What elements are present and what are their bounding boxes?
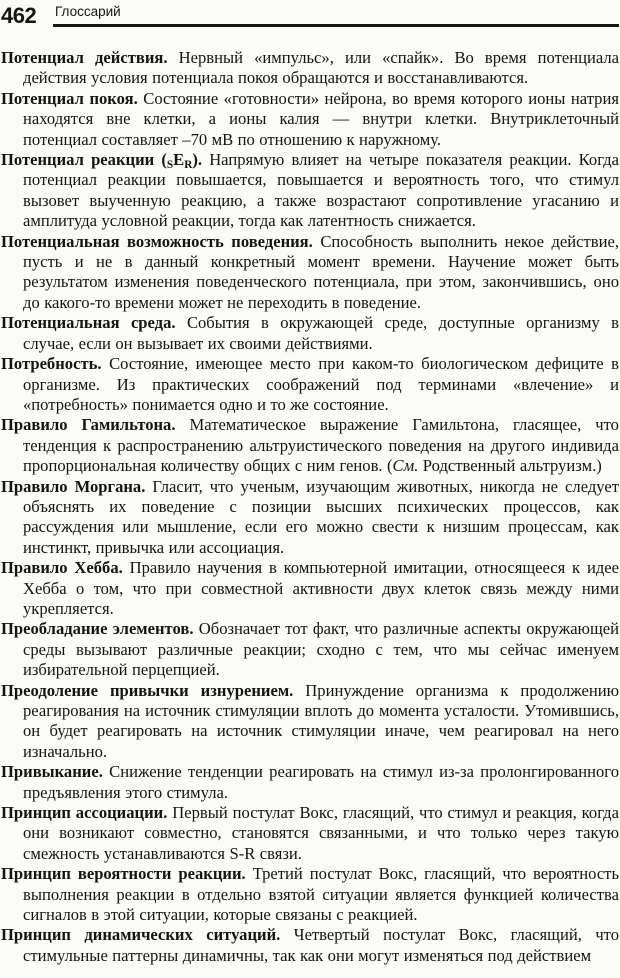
entry-term: Правило Гамильтона. [1, 415, 176, 435]
entry-definition: Принуждение организма к продолжению реагирования на источник стимуляции вплоть до момента усталости. Утомившись, он будет реагировать на источник стимуляции иначе, чем реагировал на него изначально. [23, 680, 620, 761]
entry-definition: Состояние, имеющее место при каком-то биологическом дефиците в организме. Из практических соображений под терминами «влечение» и «потребность» понимается одно и то же состояние. [23, 354, 620, 414]
entry-definition: Гласит, что ученым, изучающим животных, никогда не следует объяснять их поведение с позиции высших психических процессов, как рассуждения или мышление, если его можно свести к низшим процессам, как инстинкт, привычка или ассоциация. [23, 476, 619, 557]
entry-term: Потенциал реакции $(_SE_R)$. [1, 150, 203, 171]
page-number: 462 [1, 3, 37, 28]
entry-definition: Напрямую влияет на четыре показателя реакции. Когда потенциал реакции повышается, повышается и вероятность того, что стимул вызовет выученную реакцию, а также возрастают сопротивление угасанию и амплитуда условной реакции, тогда как латентность снижается. [23, 150, 619, 231]
entry-definition: Правило научения в компьютерной имитации, относящееся к идее Хебба о том, что при совместной активности двух клеток связь между ними укрепляется. [23, 558, 619, 618]
entry-definition: Математическое выражение Гамильтона, гласящее, что тенденция к распространению альтруистического поведения на другого индивида пропорциональная количеству общих с ним генов. (См. Родственный альтруизм.) [23, 415, 619, 476]
entry-term: Потребность. [1, 354, 102, 374]
glossary-entry [1, 864, 619, 925]
entry-term: Принцип ассоциации. [1, 803, 168, 823]
entry-definition: Снижение тенденции реагировать на стимул из-за пролонгированного предъявления этого стимула. [23, 762, 619, 802]
glossary-entry [1, 762, 619, 803]
glossary-entry [1, 232, 619, 314]
page-header [0, 0, 620, 27]
entry-definition: Обозначает тот факт, что различные аспекты окружающей среды вызывают различные реакции; сходно с тем, что мы сейчас именуем избирательной перцепцией. [23, 619, 619, 680]
entry-term: Преодоление привычки изнурением. [1, 680, 294, 700]
header-rule [53, 3, 619, 27]
entry-definition: События в окружающей среде, доступные организму в случае, если он вызывает их своими действиями. [23, 313, 619, 353]
entry-term: Преобладание элементов. [1, 619, 194, 639]
glossary-entry [1, 354, 619, 415]
subscript: S [166, 158, 174, 171]
glossary-entry [1, 150, 619, 232]
glossary-entries [0, 48, 620, 966]
glossary-entry [1, 89, 619, 150]
entry-term: Потенциальная возможность поведения. [1, 231, 313, 251]
glossary-entry [1, 619, 619, 680]
entry-definition: Состояние «готовности» нейрона, во время которого ионы натрия находятся вне клетки, а ионы калия — внутри клетки. Внутриклеточный потенциал составляет –70 мВ по отношению к наружному. [23, 88, 619, 149]
entry-term: Потенциальная среда. [1, 313, 176, 333]
glossary-entry [1, 558, 619, 619]
glossary-entry [1, 48, 619, 89]
entry-term: Потенциал действия. [1, 48, 168, 67]
glossary-entry [1, 925, 619, 966]
see-also-marker: См. [392, 456, 419, 476]
glossary-entry [1, 313, 619, 354]
subscript: R [184, 158, 193, 171]
entry-term: Потенциал покоя. [1, 88, 138, 108]
entry-term: Привыкание. [1, 762, 103, 782]
glossary-entry [1, 477, 619, 559]
entry-definition: Нервный «импульс», или «спайк». Во время потенциала действия условия потенциала покоя обращаются и восстанавливаются. [23, 48, 619, 88]
entry-definition: Первый постулат Вокс, гласящий, что стимул и реакция, когда они возникают совместно, становятся связанными, и что только через такую смежность устанавливаются S-R связи. [23, 803, 619, 863]
entry-term: Принцип динамических ситуаций. [1, 925, 281, 945]
glossary-entry [1, 681, 619, 763]
section-title: Глоссарий [55, 4, 121, 19]
entry-term: Правило Хебба. [1, 558, 123, 578]
glossary-entry [1, 803, 619, 864]
entry-definition: Четвертый постулат Вокс, гласящий, что стимульные паттерны динамичны, так как они могут изменяться под действием [23, 925, 619, 965]
entry-definition: Способность выполнить некое действие, пусть и не в данный конкретный момент времени. Научение может быть результатом изменения поведенческого потенциала, при этом, закончившись, оно до какого-то времени может не переходить в поведение. [23, 231, 619, 312]
glossary-entry [1, 415, 619, 476]
entry-term: Правило Моргана. [1, 476, 146, 496]
entry-term: Принцип вероятности реакции. [1, 864, 246, 884]
entry-definition: Третий постулат Вокс, гласящий, что вероятность выполнения реакции в отдельно взятой ситуации является функцией количества сигналов в этой ситуации, которые связаны с реакцией. [23, 864, 620, 925]
